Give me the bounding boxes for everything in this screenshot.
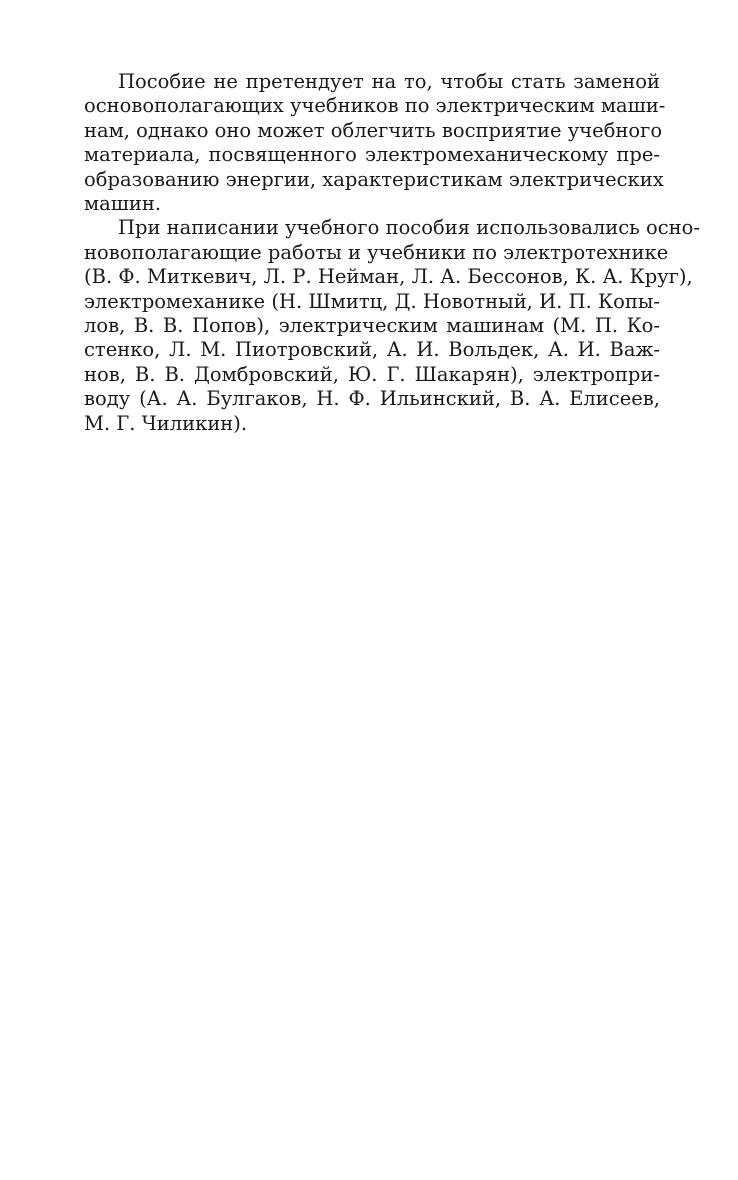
text-line: воду (А. А. Булгаков, Н. Ф. Ильинский, В. А. Елисеев, [84, 387, 660, 411]
text-line: нам, однако оно может облегчить восприятие учебного [84, 118, 663, 142]
text-line: Пособие не претендует на то, чтобы стать заменой [118, 70, 660, 93]
text-line: материала, посвященного электромеханическому пре- [84, 143, 660, 167]
text-line: электромеханике (Н. Шмитц, Д. Новотный, И. П. Копы- [84, 289, 660, 313]
paragraph-sources [84, 216, 700, 436]
text-line: образованию энергии, характеристикам электрических [84, 167, 664, 191]
text-line: лов, В. В. Попов), электрическим машинам (М. П. Ко- [84, 314, 660, 338]
paragraph-disclaimer [84, 70, 666, 216]
text-line: машин. [84, 192, 162, 216]
text-line: При написании учебного пособия использовались осно- [118, 216, 700, 240]
document-page [84, 70, 700, 436]
text-line: новополагающие работы и учебники по электротехнике [84, 240, 669, 264]
text-line: стенко, Л. М. Пиотровский, А. И. Вольдек, А. И. Важ- [84, 338, 660, 362]
text-line: (В. Ф. Миткевич, Л. Р. Нейман, Л. А. Бессонов, К. А. Круг), [84, 265, 693, 289]
text-line: основополагающих учебников по электрическим маши- [84, 94, 666, 118]
text-line: нов, В. В. Домбровский, Ю. Г. Шакарян), электропри- [84, 362, 660, 386]
text-line: М. Г. Чиликин). [84, 411, 248, 435]
